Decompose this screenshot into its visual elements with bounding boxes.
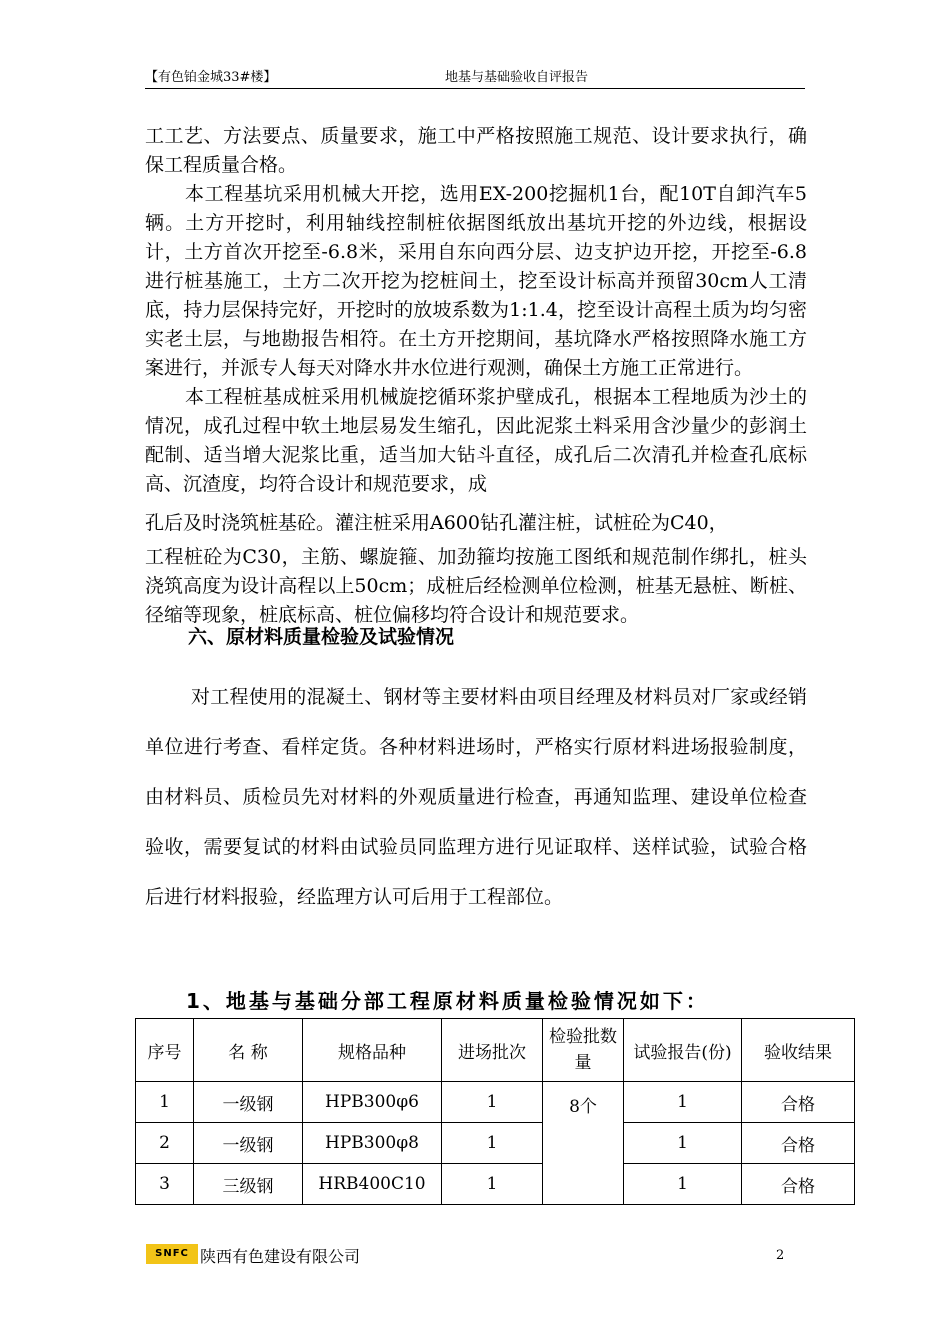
paragraph-excavation: 本工程基坑采用机械大开挖，选用EX-200挖掘机1台，配10T自卸汽车5辆。土方开挖时，利用轴线控制桩依据图纸放出基坑开挖的外边线，根据设计，土方首次开挖至-6.8米，采用自东向西分层、边支护边开挖，开挖至-6.8进行桩基施工，土方二次开挖为挖桩间土，挖至设计标高并预留30cm人工清底，持力层保持完好，开挖时的放坡系数为1:1.4，挖至设计高程土质为均匀密实老土层，与地勘报告相符。在土方开挖期间，基坑降水严格按照降水施工方案进行，并派专人每天对降水井水位进行观测，确保土方施工正常进行。: [145, 183, 807, 379]
paragraph-piles: 本工程桩基成桩采用机械旋挖循环浆护壁成孔，根据本工程地质为沙土的情况，成孔过程中软土地层易发生缩孔，因此泥浆土料采用含沙量少的彭润土配制、适当增大泥浆比重，适当加大钻斗直径，成孔后二次清孔并检查孔底标高、沉渣度，均符合设计和规范要求，成: [145, 386, 807, 495]
header-spec: 规格品种: [303, 1019, 442, 1082]
header-project: 【有色铂金城33#楼】: [145, 70, 277, 85]
cell-no: 3: [136, 1164, 194, 1205]
cell-entries: 1: [442, 1123, 543, 1164]
cell-spec: HPB300φ6: [303, 1082, 442, 1123]
cell-spec: HRB400C10: [303, 1164, 442, 1205]
page-number: 2: [776, 1248, 785, 1263]
header-no: 序号: [136, 1019, 194, 1082]
header-result: 验收结果: [742, 1019, 855, 1082]
cell-entries: 1: [442, 1082, 543, 1123]
table-header-row: [136, 1019, 855, 1082]
cell-no: 2: [136, 1123, 194, 1164]
footer-company: 陕西有色建设有限公司: [200, 1247, 361, 1266]
cell-reports: 1: [624, 1123, 742, 1164]
header-name: 名 称: [194, 1019, 303, 1082]
cell-spec: HPB300φ8: [303, 1123, 442, 1164]
cell-result: 合格: [742, 1123, 855, 1164]
header-entries: 进场批次: [442, 1019, 543, 1082]
header-title: 地基与基础验收自评报告: [445, 70, 589, 85]
cell-no: 1: [136, 1082, 194, 1123]
company-logo: SNFC: [146, 1244, 198, 1264]
paragraph-1: 工工艺、方法要点、质量要求，施工中严格按照施工规范、设计要求执行，确保工程质量合格。: [145, 125, 807, 176]
cell-result: 合格: [742, 1164, 855, 1205]
table-caption: 1、地基与基础分部工程原材料质量检验情况如下：: [186, 989, 709, 1013]
paragraph-piles-end: 工程桩砼为C30，主筋、螺旋箍、加劲箍均按施工图纸和规范制作绑扎，桩头浇筑高度为设计高程以上50cm；成桩后经检测单位检测，桩基无悬桩、断桩、径缩等现象，桩底标高、桩位偏移均符合设计和规范要求。: [145, 546, 807, 626]
table-row: [136, 1164, 855, 1205]
page-header: [145, 62, 805, 89]
cell-name: 一级钢: [194, 1123, 303, 1164]
cell-name: 一级钢: [194, 1082, 303, 1123]
header-reports: 试验报告(份): [624, 1019, 742, 1082]
cell-reports: 1: [624, 1164, 742, 1205]
cell-entries: 1: [442, 1164, 543, 1205]
section-title: 六、原材料质量检验及试验情况: [188, 626, 455, 648]
table-row: [136, 1082, 855, 1123]
construction-description: [145, 122, 807, 630]
header-batch: 检验批数量: [543, 1019, 624, 1082]
cell-batch-count: 8个: [543, 1082, 624, 1205]
cell-result: 合格: [742, 1082, 855, 1123]
cell-name: 三级钢: [194, 1164, 303, 1205]
materials-table: [135, 1018, 855, 1205]
cell-reports: 1: [624, 1082, 742, 1123]
table-row: [136, 1123, 855, 1164]
paragraph-piles-cont: 孔后及时浇筑桩基砼。灌注桩采用A600钻孔灌注桩，试桩砼为C40，: [145, 512, 728, 534]
materials-paragraph: 对工程使用的混凝土、钢材等主要材料由项目经理及材料员对厂家或经销单位进行考查、看样定货。各种材料进场时，严格实行原材料进场报验制度，由材料员、质检员先对材料的外观质量进行检查，再通知监理、建设单位检查验收，需要复试的材料由试验员同监理方进行见证取样、送样试验，试验合格后进行材料报验，经监理方认可后用于工程部位。: [145, 686, 807, 908]
